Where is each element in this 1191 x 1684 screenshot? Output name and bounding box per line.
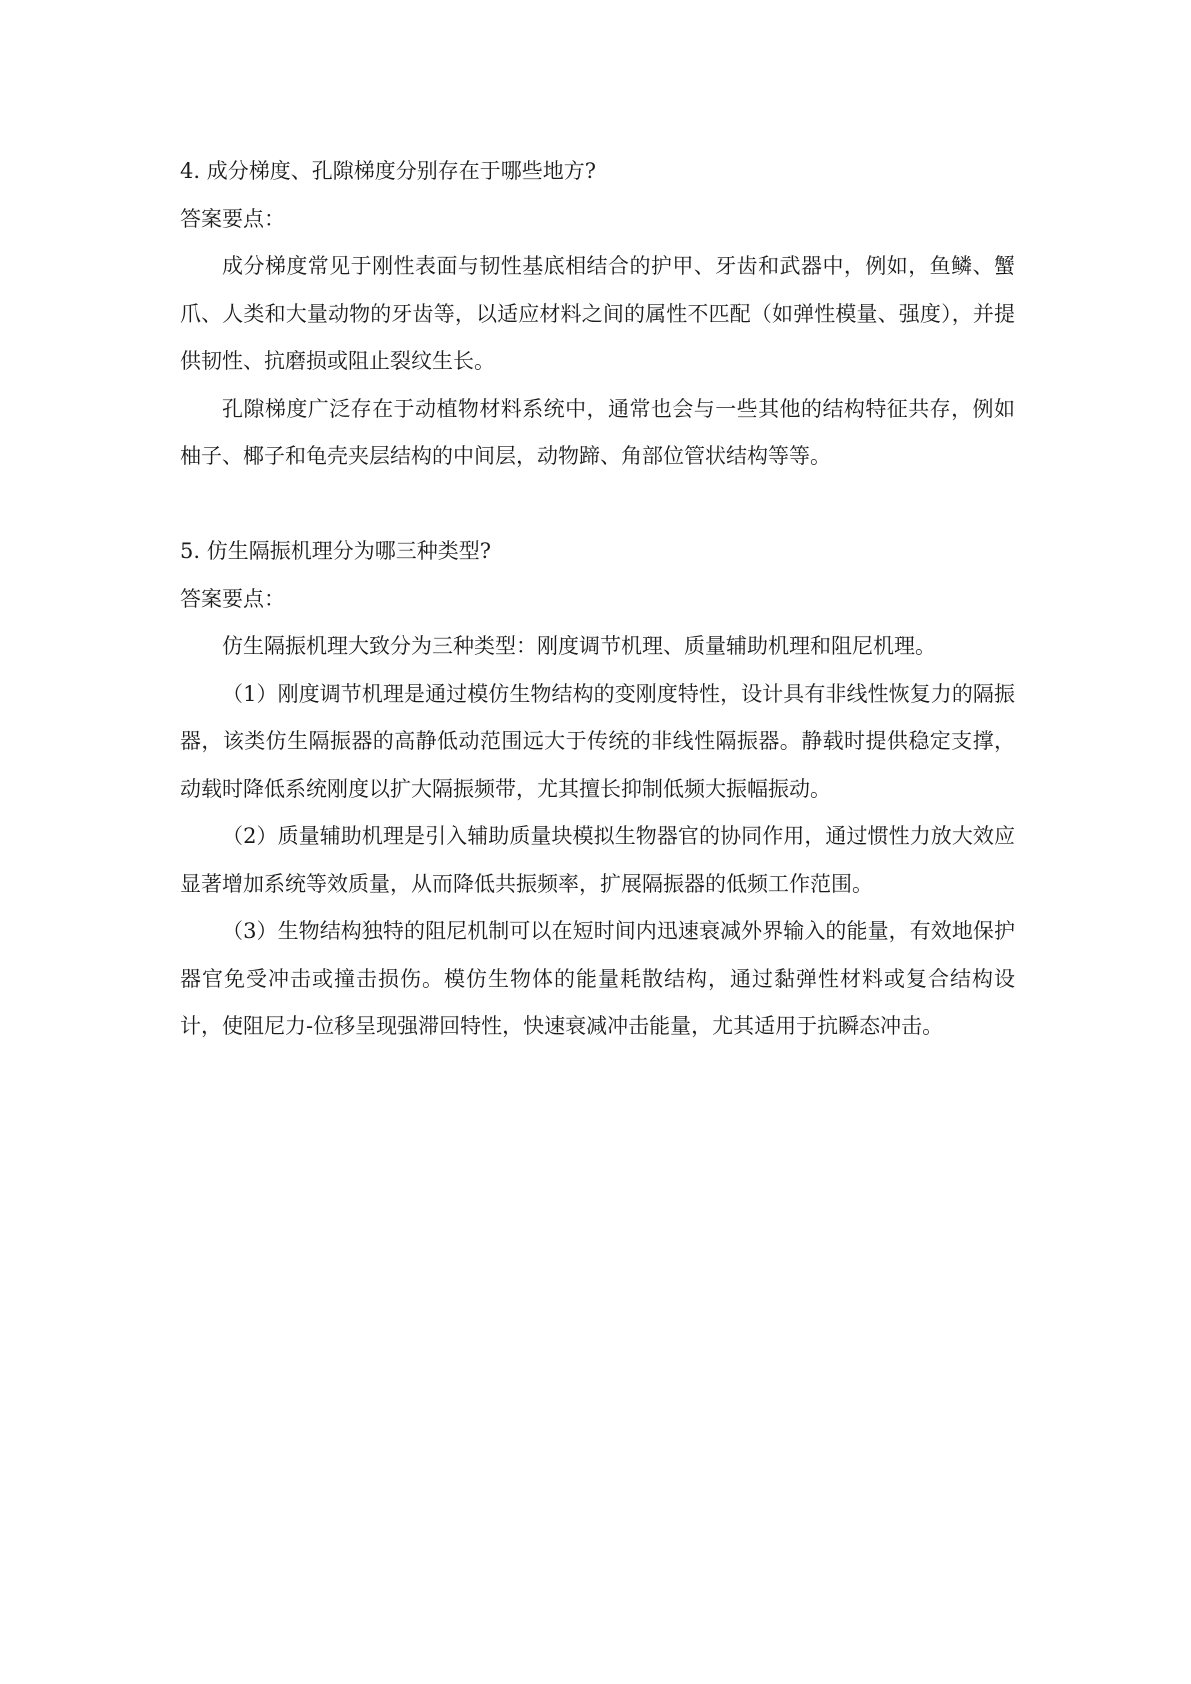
question-heading: 5. 仿生隔振机理分为哪三种类型?	[180, 539, 491, 563]
section-spacer	[180, 481, 1015, 529]
question-section-4	[180, 148, 1015, 481]
answer-paragraph: （1）刚度调节机理是通过模仿生物结构的变刚度特性，设计具有非线性恢复力的隔振器，该类仿生隔振器的高静低动范围远大于传统的非线性隔振器。静载时提供稳定支撑，动载时降低系统刚度以扩大隔振频带，尤其擅长抑制低频大振幅振动。	[180, 681, 1015, 801]
answer-label: 答案要点：	[180, 206, 285, 231]
answer-paragraph: 成分梯度常见于刚性表面与韧性基底相结合的护甲、牙齿和武器中，例如，鱼鳞、蟹爪、人类和大量动物的牙齿等，以适应材料之间的属性不匹配（如弹性模量、强度），并提供韧性、抗磨损或阻止裂纹生长。	[180, 254, 1015, 373]
answer-paragraph: 仿生隔振机理大致分为三种类型：刚度调节机理、质量辅助机理和阻尼机理。	[222, 634, 936, 658]
document-body	[180, 148, 1015, 1051]
question-section-5	[180, 528, 1015, 1051]
answer-paragraph: 孔隙梯度广泛存在于动植物材料系统中，通常也会与一些其他的结构特征共存，例如柚子、椰子和龟壳夹层结构的中间层，动物蹄、角部位管状结构等等。	[180, 396, 1015, 468]
answer-paragraph: （3）生物结构独特的阻尼机制可以在短时间内迅速衰减外界输入的能量，有效地保护器官免受冲击或撞击损伤。模仿生物体的能量耗散结构，通过黏弹性材料或复合结构设计，使阻尼力-位移呈现强滞回特性，快速衰减冲击能量，尤其适用于抗瞬态冲击。	[180, 919, 1015, 1038]
answer-label: 答案要点：	[180, 586, 285, 611]
question-heading: 4. 成分梯度、孔隙梯度分别存在于哪些地方?	[180, 159, 596, 183]
answer-paragraph: （2）质量辅助机理是引入辅助质量块模拟生物器官的协同作用，通过惯性力放大效应显著增加系统等效质量，从而降低共振频率，扩展隔振器的低频工作范围。	[180, 824, 1015, 896]
